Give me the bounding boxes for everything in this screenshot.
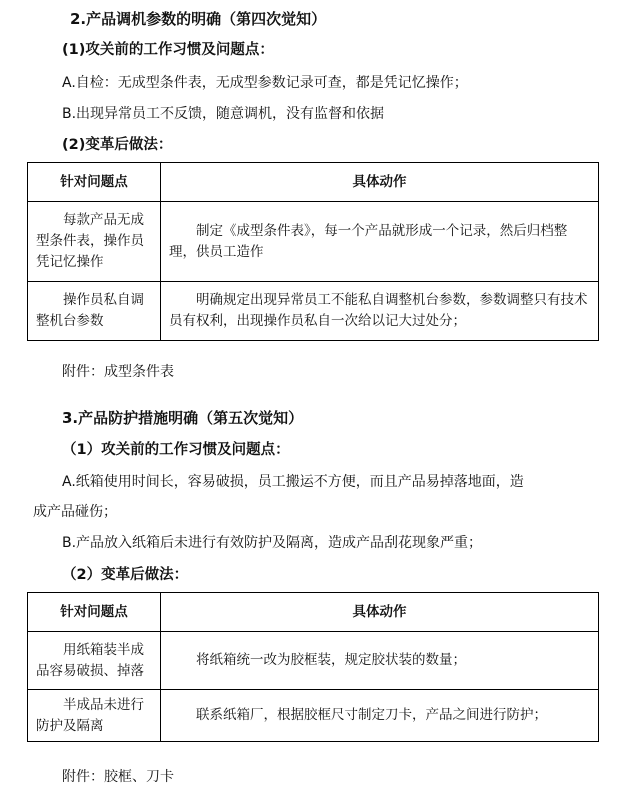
section2-heading: 2.产品调机参数的明确（第四次觉知）	[70, 10, 327, 28]
table-row	[28, 690, 599, 742]
table-cell-action: 制定《成型条件表》，每一个产品就形成一个记录，然后归档整理，供员工造作	[161, 202, 599, 282]
table-cell-issue: 操作员私自调整机台参数	[28, 282, 161, 341]
section3-subheading-before: （1）攻关前的工作习惯及问题点：	[62, 442, 290, 458]
table-header-issue: 针对问题点	[28, 163, 161, 202]
section2-attachment: 附件：成型条件表	[62, 364, 174, 380]
table-row	[28, 282, 599, 341]
section2-item-b: B.出现异常员工不反馈，随意调机，没有监督和依据	[62, 106, 385, 122]
table-cell-action: 明确规定出现异常员工不能私自调整机台参数，参数调整只有技术员有权利，出现操作员私自一次给以记大过处分；	[161, 282, 599, 341]
section3-heading: 3.产品防护措施明确（第五次觉知）	[62, 409, 304, 427]
table-header-issue: 针对问题点	[28, 593, 161, 632]
table-cell-issue: 每款产品无成型条件表，操作员凭记忆操作	[28, 202, 161, 282]
section2-item-a: A.自检：无成型条件表，无成型参数记录可查，都是凭记忆操作；	[62, 75, 468, 91]
section2-subheading-after: (2)变革后做法：	[62, 137, 173, 153]
section3-item-b: B.产品放入纸箱后未进行有效防护及隔离，造成产品刮花现象严重；	[62, 535, 483, 551]
table-cell-action: 将纸箱统一改为胶框装，规定胶状装的数量；	[161, 632, 599, 690]
section3-attachment: 附件：胶框、刀卡	[62, 769, 174, 785]
section3-subheading-after: （2）变革后做法：	[62, 567, 189, 583]
table-header-action: 具体动作	[161, 163, 599, 202]
table-row	[28, 202, 599, 282]
section2-table	[27, 162, 599, 341]
table-header-action: 具体动作	[161, 593, 599, 632]
section3-item-a-line2: 成产品碰伤；	[33, 504, 117, 520]
table-row	[28, 632, 599, 690]
table-cell-action: 联系纸箱厂，根据胶框尺寸制定刀卡，产品之间进行防护；	[161, 690, 599, 742]
table-cell-issue: 用纸箱装半成品容易破损、掉落	[28, 632, 161, 690]
table-header-row	[28, 163, 599, 202]
section2-subheading-before: (1)攻关前的工作习惯及问题点：	[62, 42, 274, 58]
section3-item-a-line1: A.纸箱使用时间长，容易破损，员工搬运不方便，而且产品易掉落地面，造	[62, 474, 524, 490]
table-cell-issue: 半成品未进行防护及隔离	[28, 690, 161, 742]
table-header-row	[28, 593, 599, 632]
section3-table	[27, 592, 599, 742]
